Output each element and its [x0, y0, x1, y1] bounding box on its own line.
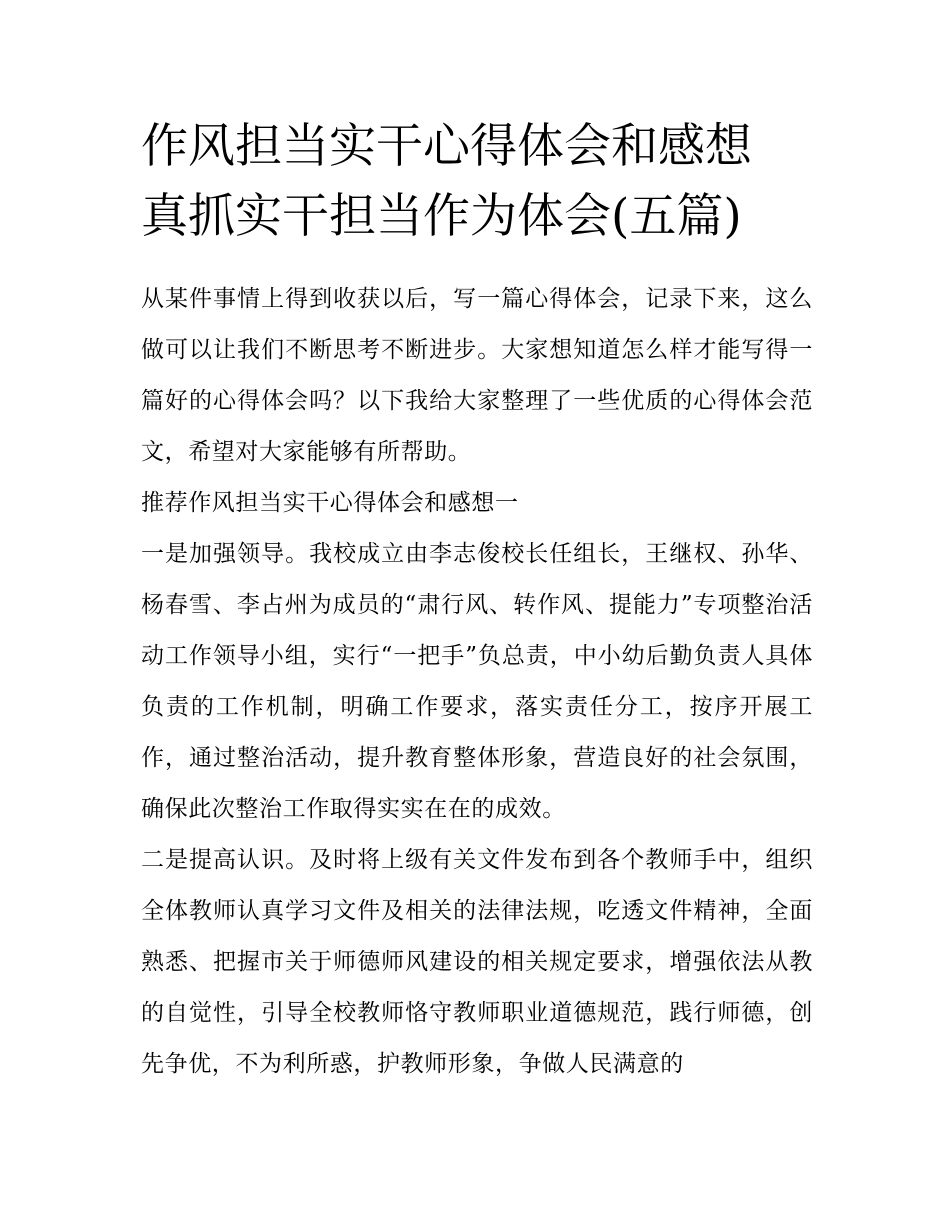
document-title [141, 112, 813, 252]
title-line-1: 作风担当实干心得体会和感想 [141, 119, 752, 174]
body-paragraph-1: 一是加强领导。我校成立由李志俊校长任组长，王继权、孙华、杨春雪、李占州为成员的“肃行风、转作风、提能力”专项整治活动工作领导小组，实行“一把手”负总责，中小幼后勤负责人具体负责的工作机制，明确工作要求，落实责任分工，按序开展工作，通过整治活动，提升教育整体形象，营造良好的社会氛围，确保此次整治工作取得实实在在的成效。 [141, 541, 813, 822]
body-paragraph-2: 二是提高认识。及时将上级有关文件发布到各个教师手中，组织全体教师认真学习文件及相关的法律法规，吃透文件精神，全面熟悉、把握市关于师德师风建设的相关规定要求，增强依法从教的自觉性，引导全校教师恪守教师职业道德规范，践行师德，创先争优，不为利所惑，护教师形象，争做人民满意的 [141, 847, 813, 1077]
section-heading: 推荐作风担当实干心得体会和感想一 [141, 490, 519, 516]
document-page [141, 112, 813, 1090]
document-body [141, 274, 813, 1090]
intro-paragraph: 从某件事情上得到收获以后，写一篇心得体会，记录下来，这么做可以让我们不断思考不断进步。大家想知道怎么样才能写得一篇好的心得体会吗？以下我给大家整理了一些优质的心得体会范文，希望对大家能够有所帮助。 [141, 286, 813, 465]
title-line-2: 真抓实干担当作为体会(五篇) [141, 189, 742, 244]
